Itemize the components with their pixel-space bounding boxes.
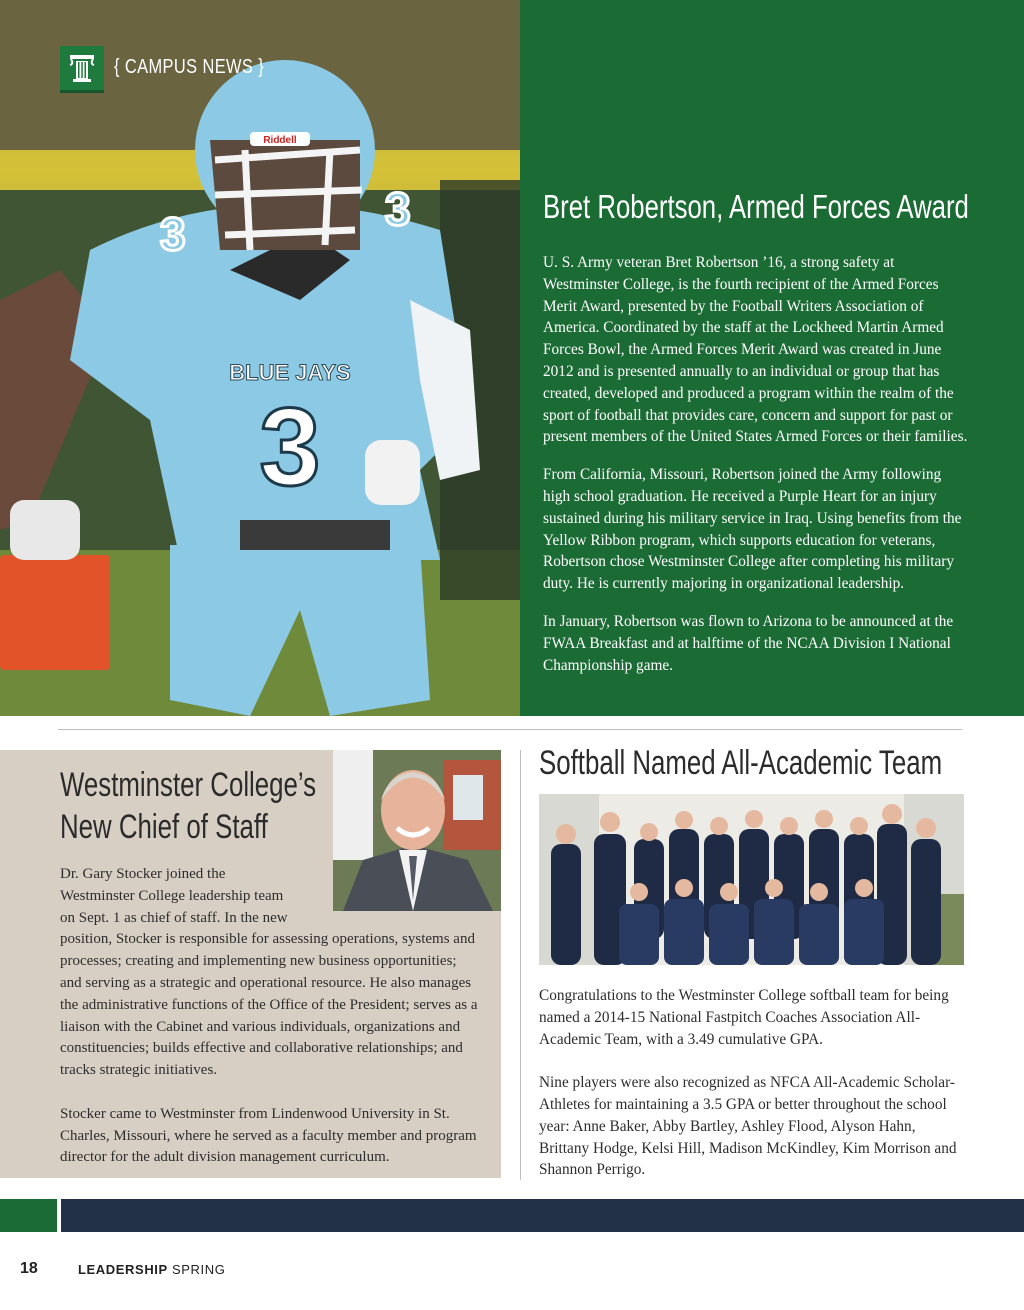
chief-paragraph-text: Dr. Gary Stocker joined the Westminster College leadership team on Sept. 1 as chief of staff. In the new position, Stocker is responsible for assessing operations, systems and processes; creating and implementing new business opportunities; and serving as a strategic and operational resource. He also manages the administrative functions of the Office of the President; serves as a liaison with the Cabinet and various individuals, organizations and constituencies; builds effective and collaborative relationships; and tracks strategic initiatives. — [60, 866, 478, 1079]
chief-paragraph: Stocker came to Westminster from Lindenwood University in St. Charles, Missouri, where he served as a faculty member and program director for the adult division management curriculum. — [60, 1105, 477, 1166]
feature-paragraph: From California, Missouri, Robertson joined the Army following high school graduation. He received a Purple Heart for an injury sustained during his military service in Iraq. Using benefits from the Yellow Ribbon program, which supports education for veterans, Robertson chose Westminster College after completing his military duty. He is currently majoring in organizational leadership. — [543, 466, 962, 593]
publication-name-rest: SPRING — [172, 1262, 226, 1277]
feature-title: Bret Robertson, Armed Forces Award — [543, 188, 969, 225]
chief-body — [60, 864, 480, 1191]
page-number: 18 — [20, 1260, 38, 1277]
softball-body — [539, 985, 969, 1203]
chief-title-line: Westminster College’s — [60, 766, 317, 804]
helmet-brand-text: Riddell — [263, 135, 297, 146]
jersey-number-text: 3 — [259, 386, 321, 509]
portrait-wrap-spacer — [290, 864, 480, 910]
shoulder-number-right: 3 — [385, 183, 411, 235]
softball-paragraph: Nine players were also recognized as NFCA All-Academic Scholar-Athletes for maintaining a 3.5 GPA or better throughout the school year: Anne Baker, Abby Bartley, Ashley Flood, Alyson Hahn, Brittany Hodge, Kelsi Hill, Madison McKindley, Kim Morrison and Shannon Perrigo. — [539, 1074, 957, 1179]
feature-paragraph: U. S. Army veteran Bret Robertson ’16, a strong safety at Westminster College, is the fourth recipient of the Armed Forces Merit Award, presented by the Football Writers Association of America. Coordinated by the staff at the Lockheed Martin Armed Forces Bowl, the Armed Forces Merit Award was created in June 2012 and is presented annually to an individual or group that has created, developed and produced a program within the realm of the sport of football that provides care, concern and support for past or present members of the United States Armed Forces or their families. — [543, 254, 968, 446]
footer-band-green — [0, 1199, 57, 1232]
chief-title — [60, 764, 317, 848]
football-player-illustration — [0, 0, 520, 716]
jersey-team-text: BLUE JAYS — [229, 360, 351, 385]
softball-paragraph: Congratulations to the Westminster College softball team for being named a 2014-15 National Fastpitch Coaches Association All-Academic Team, with a 3.49 cumulative GPA. — [539, 987, 949, 1048]
shoulder-number-left: 3 — [160, 208, 186, 260]
feature-body — [543, 252, 969, 692]
feature-paragraph: In January, Robertson was flown to Arizona to be announced at the FWAA Breakfast and at halftime of the NCAA Division I National Championship game. — [543, 612, 954, 674]
publication-name-bold: LEADERSHIP — [78, 1262, 168, 1277]
column-divider — [520, 750, 521, 1180]
softball-title: Softball Named All-Academic Team — [539, 744, 943, 782]
section-label: { CAMPUS NEWS } — [114, 56, 265, 78]
softball-team-photo — [539, 794, 964, 965]
chief-title-line: New Chief of Staff — [60, 808, 268, 846]
publication-name — [78, 1262, 225, 1277]
team-photo-illustration — [539, 794, 964, 965]
football-player-photo — [0, 0, 520, 716]
column-icon — [68, 53, 96, 83]
section-divider — [58, 729, 962, 730]
footer-band-navy — [61, 1199, 1024, 1232]
college-column-logo — [60, 46, 104, 93]
